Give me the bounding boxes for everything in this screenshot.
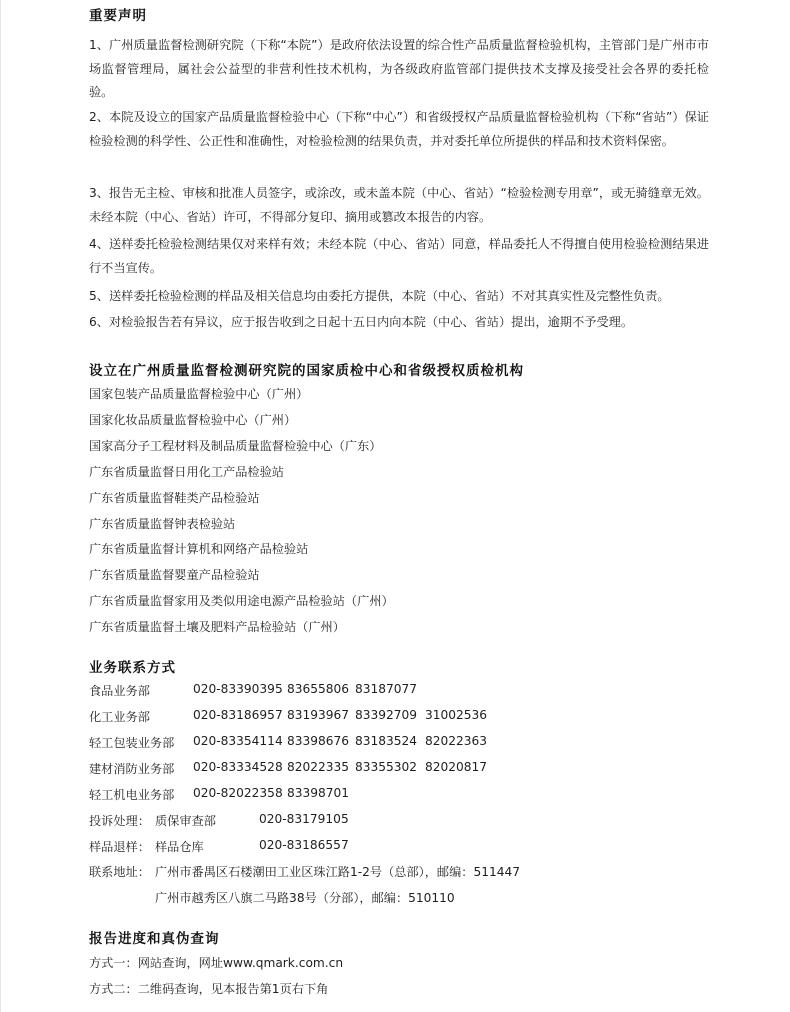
sample-return-dept: 样品仓库 xyxy=(155,840,204,854)
statement-item-2: 2、本院及设立的国家产品质量监督检验中心（下称“中心”）和省级授权产品质量监督检验机构（下称“省站”）保证检验检测的科学性、公正性和准确性，对检验检测的结果负责，并对委托单位所提供的样品和技术资料保密。 xyxy=(89,110,709,148)
statement-item-5: 5、送样委托检验检测的样品及相关信息均由委托方提供，本院（中心、省站）不对其真实性及完整性负责。 xyxy=(89,289,670,303)
complaint-dept: 质保审查部 xyxy=(155,814,216,828)
phone-number: 31002536 xyxy=(425,708,488,722)
institution-item: 广东省质量监督计算机和网络产品检验站 xyxy=(89,542,309,556)
phone-number: 83655806 xyxy=(287,682,350,696)
phone-number: 020-83390395 xyxy=(193,682,283,696)
department-name: 轻工包装业务部 xyxy=(89,736,175,750)
phone-number: 020-83186957 xyxy=(193,708,283,722)
statement-item-6: 6、对检验报告若有异议，应于报告收到之日起十五日内向本院（中心、省站）提出，逾期不予受理。 xyxy=(89,315,634,329)
sample-return-label: 样品退样： xyxy=(89,840,150,854)
phone-number: 83398676 xyxy=(287,734,350,748)
institution-item: 广东省质量监督日用化工产品检验站 xyxy=(89,465,284,479)
institution-item: 广东省质量监督土壤及肥料产品检验站（广州） xyxy=(89,620,345,634)
institution-item: 广东省质量监督鞋类产品检验站 xyxy=(89,491,260,505)
query-method-2: 方式二：二维码查询，见本报告第1页右下角 xyxy=(89,982,329,996)
phone-number: 83193967 xyxy=(287,708,350,722)
phone-number: 020-83334528 xyxy=(193,760,283,774)
statement-item-4: 4、送样委托检验检测结果仅对来样有效；未经本院（中心、省站）同意，样品委托人不得擅自使用检验检测结果进行不当宣传。 xyxy=(89,237,709,275)
phone-number: 83398701 xyxy=(287,786,350,800)
phone-number: 82022335 xyxy=(287,760,350,774)
phone-number: 83183524 xyxy=(355,734,418,748)
phone-number: 83355302 xyxy=(355,760,418,774)
institution-item: 国家包装产品质量监督检验中心（广州） xyxy=(89,387,309,401)
department-name: 轻工机电业务部 xyxy=(89,788,175,802)
phone-number: 83187077 xyxy=(355,682,418,696)
query-title: 报告进度和真伪查询 xyxy=(89,931,220,947)
complaint-phone: 020-83179105 xyxy=(259,812,349,826)
statement-item-1: 1、广州质量监督检测研究院（下称“本院”）是政府依法设置的综合性产品质量监督检验机构，主管部门是广州市市场监督管理局，属社会公益型的非营利性技术机构，为各级政府监管部门提供技术支撑及接受社会各界的委托检验。 xyxy=(89,38,709,99)
institution-item: 国家高分子工程材料及制品质量监督检验中心（广东） xyxy=(89,439,382,453)
department-name: 化工业务部 xyxy=(89,710,150,724)
institution-item: 广东省质量监督家用及类似用途电源产品检验站（广州） xyxy=(89,594,394,608)
phone-number: 82022363 xyxy=(425,734,488,748)
statement-title: 重要声明 xyxy=(89,8,147,24)
department-name: 食品业务部 xyxy=(89,684,150,698)
sample-return-phone: 020-83186557 xyxy=(259,838,349,852)
address-main: 广州市番禺区石楼潮田工业区珠江路1-2号（总部），邮编：511447 xyxy=(155,865,521,879)
query-method-1: 方式一：网站查询，网址www.qmark.com.cn xyxy=(89,956,344,970)
statement-item-3: 3、报告无主检、审核和批准人员签字，或涂改，或未盖本院（中心、省站）“检验检测专用章”，或无骑缝章无效。未经本院（中心、省站）许可，不得部分复印、摘用或篡改本报告的内容。 xyxy=(89,186,709,224)
phone-number: 82020817 xyxy=(425,760,488,774)
department-name: 建材消防业务部 xyxy=(89,762,175,776)
complaint-label: 投诉处理： xyxy=(89,814,150,828)
institutions-title: 设立在广州质量监督检测研究院的国家质检中心和省级授权质检机构 xyxy=(89,363,524,379)
phone-number: 83392709 xyxy=(355,708,418,722)
institution-item: 广东省质量监督婴童产品检验站 xyxy=(89,568,260,582)
institution-item: 广东省质量监督钟表检验站 xyxy=(89,517,236,531)
address-branch: 广州市越秀区八旗二马路38号（分部），邮编：510110 xyxy=(155,891,455,905)
contacts-title: 业务联系方式 xyxy=(89,660,176,676)
phone-number: 020-82022358 xyxy=(193,786,283,800)
phone-number: 020-83354114 xyxy=(193,734,283,748)
institution-item: 国家化妆品质量监督检验中心（广州） xyxy=(89,413,297,427)
address-label: 联系地址： xyxy=(89,865,150,879)
